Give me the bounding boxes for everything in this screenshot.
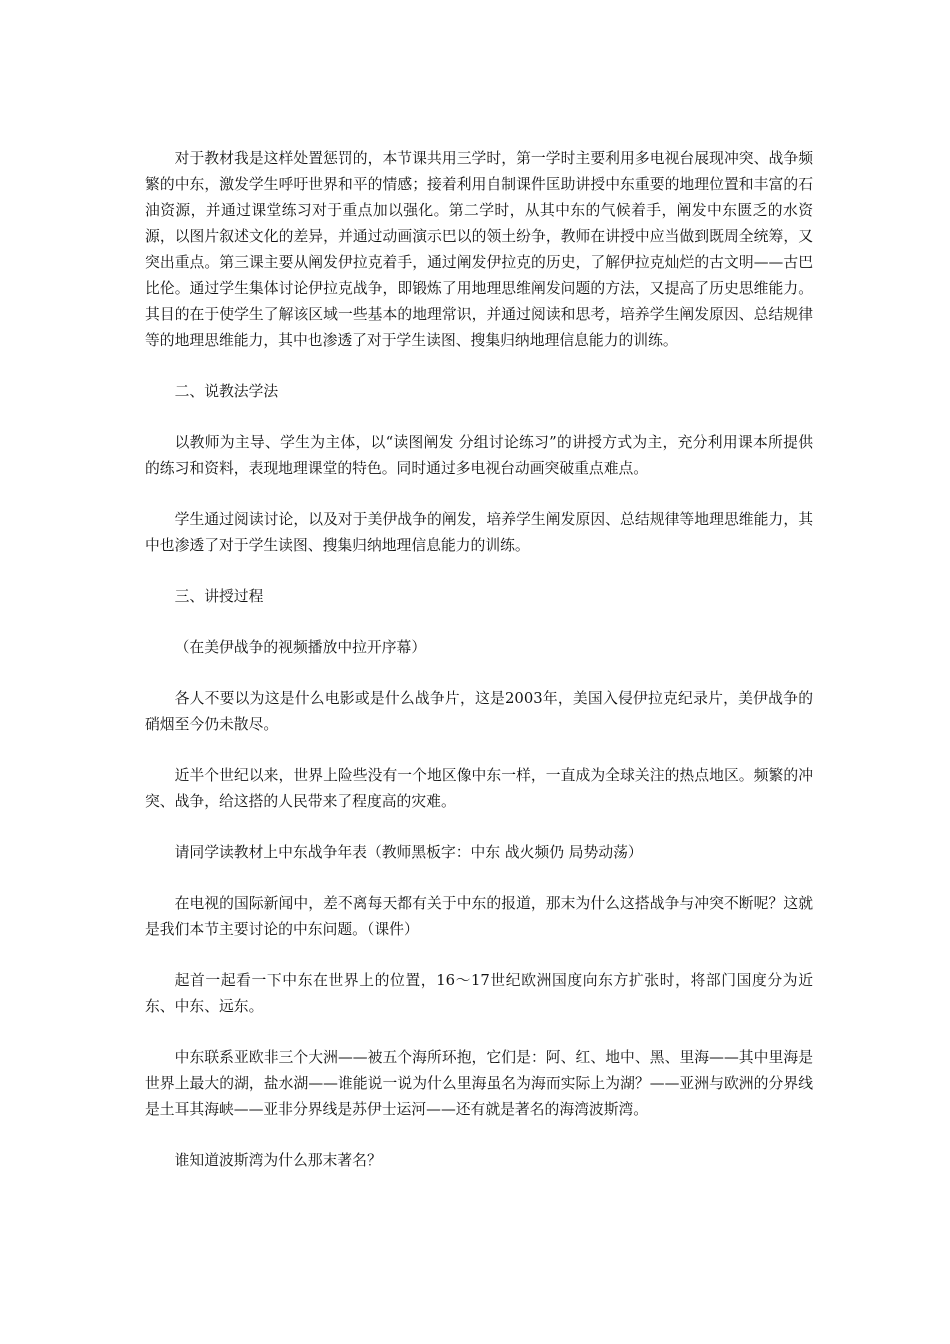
paragraph-location: 起首一起看一下中东在世界上的位置，16～17世纪欧洲国度向东方扩张时，将部门国度分为近东、中东、远东。 [145,972,813,1015]
paragraph-hotspot-region: 近半个世纪以来，世界上险些没有一个地区像中东一样，一直成为全球关注的热点地区。频繁的冲突、战争，给这搭的人民带来了程度高的灾难。 [145,767,813,810]
section-heading-methods: 二、说教法学法 [174,383,279,400]
paragraph-teacher-led: 以教师为主导、学生为主体，以“读图阐发 分组讨论练习”的讲授方式为主，充分利用课本所提供的练习和资料，表现地理课堂的特色。同时通过多电视台动画突破重点难点。 [145,434,813,477]
document-body [145,146,813,1174]
paragraph-persian-gulf-question: 谁知道波斯湾为什么那末著名？ [174,1152,382,1169]
paragraph-student-discussion: 学生通过阅读讨论，以及对于美伊战争的阐发，培养学生阐发原因、总结规律等地理思维能力，其中也渗透了对于学生读图、搜集归纳地理信息能力的训练。 [145,511,813,554]
section-heading-process: 三、讲授过程 [174,588,264,605]
paragraph-seas-and-continents: 中东联系亚欧非三个大洲——被五个海所环抱，它们是：阿、红、地中、黑、里海——其中里海是世界上最大的湖，盐水湖——谁能说一说为什么里海虽名为海而实际上为湖？——亚洲与欧洲的分界线是土耳其海峡——亚非分界线是苏伊士运河——还有就是著名的海湾波斯湾。 [145,1049,813,1118]
paragraph-war-documentary: 各人不要以为这是什么电影或是什么战争片，这是2003年，美国入侵伊拉克纪录片，美伊战争的硝烟至今仍未散尽。 [145,690,813,733]
paragraph-news-reports: 在电视的国际新闻中，差不离每天都有关于中东的报道，那末为什么这搭战争与冲突不断呢？这就是我们本节主要讨论的中东问题。（课件） [145,895,813,938]
paragraph-war-timeline: 请同学读教材上中东战争年表（教师黑板字：中东 战火频仍 局势动荡） [174,844,643,861]
paragraph-video-intro: （在美伊战争的视频播放中拉开序幕） [174,639,427,656]
paragraph-teaching-arrangement: 对于教材我是这样处置惩罚的，本节课共用三学时，第一学时主要利用多电视台展现冲突、战争频繁的中东，激发学生呼吁世界和平的情感；接着利用自制课件匡助讲授中东重要的地理位置和丰富的石油资源，并通过课堂练习对于重点加以强化。第二学时，从其中东的气候着手，阐发中东匮乏的水资源，以图片叙述文化的差异，并通过动画演示巴以的领土纷争，教师在讲授中应当做到既周全统筹，又突出重点。第三课主要从阐发伊拉克着手，通过阐发伊拉克的历史，了解伊拉克灿烂的古文明——古巴比伦。通过学生集体讨论伊拉克战争，即锻炼了用地理思维阐发问题的方法，又提高了历史思维能力。其目的在于使学生了解该区域一些基本的地理常识，并通过阅读和思考，培养学生阐发原因、总结规律等的地理思维能力，其中也渗透了对于学生读图、搜集归纳地理信息能力的训练。 [145,150,813,349]
